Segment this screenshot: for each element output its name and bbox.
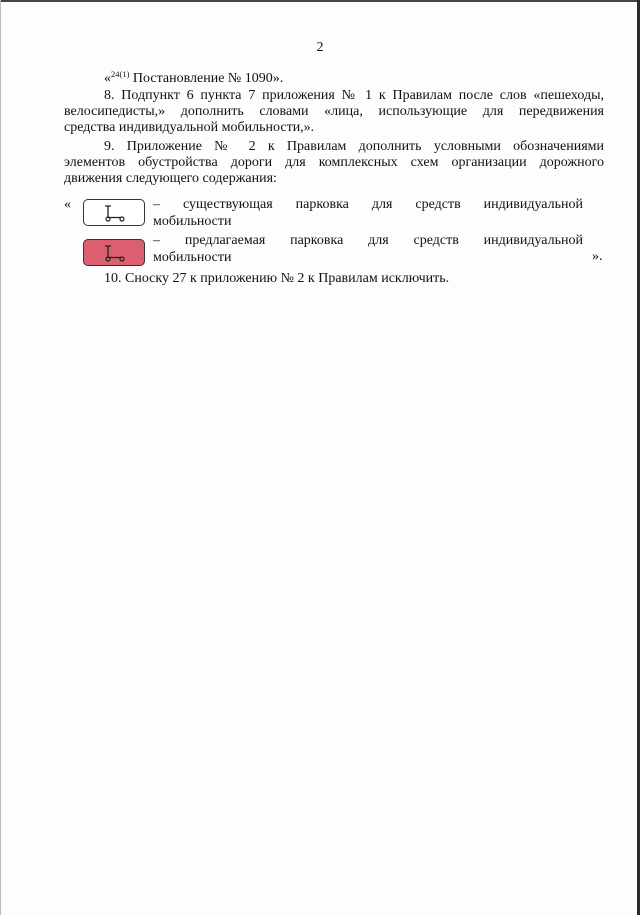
item9-line3: движения следующего содержания: bbox=[64, 171, 277, 186]
item8-line1: 8. Подпункт 6 пункта 7 приложения № 1 к Правилам после слов «пешеходы, bbox=[104, 88, 604, 103]
item8-line2: велосипедисты,» дополнить словами «лица, использующие для передвижения bbox=[64, 104, 604, 119]
scooter-parking-proposed-icon bbox=[83, 239, 145, 266]
legend-item-existing-line2: мобильности bbox=[153, 213, 232, 229]
footnote-open-quote: « bbox=[104, 71, 111, 86]
legend-open-quote: « bbox=[64, 197, 71, 212]
legend-item-proposed-line2: мобильности bbox=[153, 249, 232, 265]
page-number: 2 bbox=[316, 40, 324, 55]
item9-line2: элементов обустройства дороги для комплексных схем организации дорожного bbox=[64, 155, 604, 170]
legend-item-existing bbox=[153, 197, 583, 230]
legend-close-quote: ». bbox=[592, 249, 603, 264]
footnote-line bbox=[104, 71, 584, 88]
legend-item-existing-line1: – существующая парковка для средств индивидуальной bbox=[153, 197, 583, 212]
legend-item-proposed bbox=[153, 233, 583, 266]
item8-line3: средства индивидуальной мобильности,». bbox=[64, 120, 315, 135]
legend-item-proposed-line1: – предлагаемая парковка для средств индивидуальной bbox=[153, 233, 583, 248]
scan-edge bbox=[0, 0, 1, 915]
footnote-superscript: 24(1) bbox=[111, 69, 130, 79]
scan-edge bbox=[0, 0, 640, 2]
item10-text: 10. Сноску 27 к приложению № 2 к Правилам исключить. bbox=[104, 271, 450, 286]
footnote-text: Постановление № 1090». bbox=[129, 71, 284, 86]
scooter-parking-existing-icon bbox=[83, 199, 145, 226]
item9-line1: 9. Приложение № 2 к Правилам дополнить условными обозначениями bbox=[104, 139, 604, 154]
